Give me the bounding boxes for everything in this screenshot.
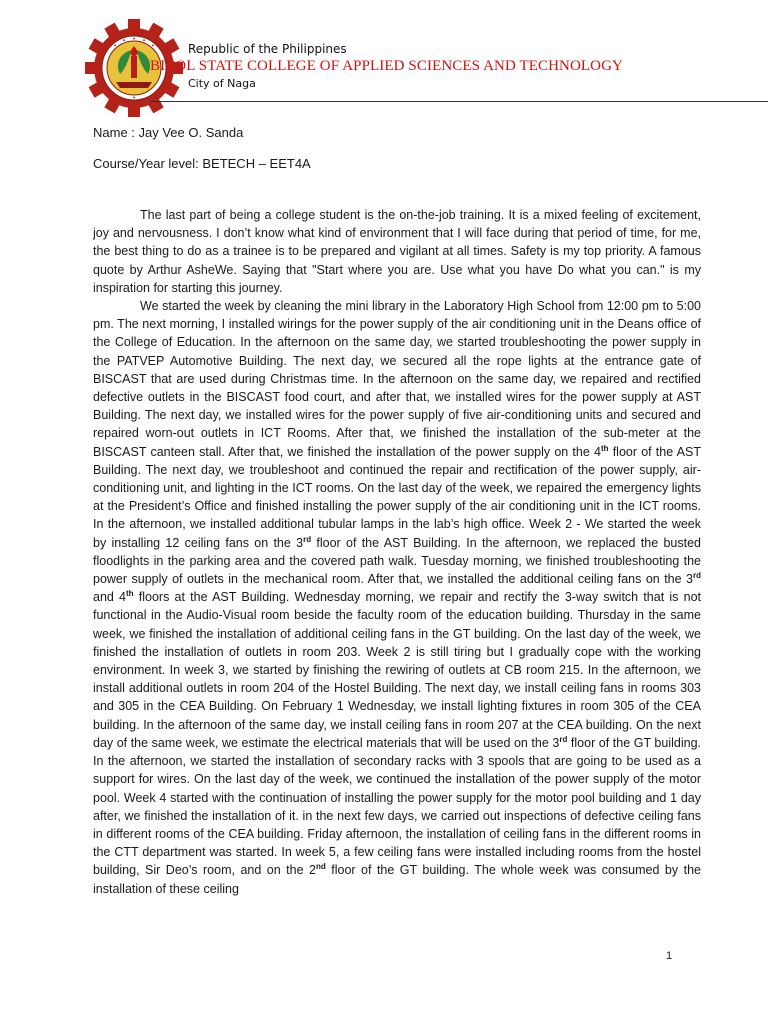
paragraph: We started the week by cleaning the mini library in the Laboratory High School from 12:00 pm to 5:00 pm. The next morning, I installed wirings for the power supply of the air conditioning unit in the Deans office of the College of Education. In the afternoon on the same day, we started troubleshooting the power supply in the PATVEP Automotive Building. The next day, we secured all the rope lights at the entrance gate of BISCAST that are used during Christmas time. In the afternoon on the same day, we repaired and rectified defective outlets in the BISCAST food court, and after that, we installed wires for the power supply at AST Building. The next day, we installed wires for the power supply of five air-conditioning units and secured and repaired worn-out outlets in ICT Rooms. After that, we finished the installation of the sub-meter at the BISCAST canteen stall. After that, we finished the installation of the power supply on the 4th floor of the AST Building. The next day, we troubleshoot and continued the repair and rectification of the power supply, air-conditioning unit, and lighting in the ICT rooms. On the last day of the week, we repaired the emergency lights at the President’s Office and finished installing the power supply of the air conditioning unit in the ICT rooms. In the afternoon, we installed additional tubular lamps in the lab’s high office. Week 2 - We started the week by installing 12 ceiling fans on the 3rd floor of the AST Building. In the afternoon, we replaced the busted floodlights in the parking area and the covered path walk. Tuesday morning, we finished troubleshooting the power supply of outlets in the mechanical room. After that, we installed the additional ceiling fans on the 3rd and 4th floors at the AST Building. Wednesday morning, we repair and rectify the 3-way switch that is not functional in the Audio-Visual room beside the faculty room of the education building. Thursday in the same week, we finished the installation of additional ceiling fans in the GT building. On the last day of the week, we finished the installation of outlets in room 203. Week 2 is still tiring but I gradually cope with the working environment. In week 3, we started by finishing the rewiring of outlets at CB room 215. In the afternoon, we install additional outlets in room 204 of the Hostel Building. The next day, we install ceiling fans in rooms 303 and 305 in the CEA Building. On February 1 Wednesday, we install lighting fixtures in room 305 of the CEA building. In the afternoon of the same day, we install ceiling fans in room 207 at the CEA building. On the next day of the same week, we estimate the electrical materials that will be used on the 3rd floor of the GT building. In the afternoon, we started the installation of secondary racks with 3 spools that are going to be used as a support for wires. On the last day of the week, we continued the installation of the power supply of the motor pool. Week 4 started with the continuation of installing the power supply for the motor pool building and 1 day after, we finished the installation of it. in the next few days, we carried out inspections of defective ceiling fans in different rooms of the CEA building. Friday afternoon, the installation of ceiling fans in the different rooms in the CTT department was started. In week 5, a few ceiling fans were installed including rooms from the hostel building, Sir Deo’s room, and on the 2nd floor of the GT building. The whole week was consumed by the installation of these ceiling (93, 299, 701, 896)
journal-body (93, 206, 701, 898)
letterhead-college-name: BICOL STATE COLLEGE OF APPLIED SCIENCES AND TECHNOLOGY (150, 58, 623, 74)
letterhead-republic: Republic of the Philippines (188, 42, 347, 56)
letterhead-city: City of Naga (188, 77, 256, 90)
page-number: 1 (666, 950, 673, 962)
course-year-level: Course/Year level: BETECH – EET4A (93, 156, 311, 171)
letterhead-divider (150, 101, 768, 102)
student-name: Name : Jay Vee O. Sanda (93, 125, 244, 140)
paragraph: The last part of being a college student is the on-the-job training. It is a mixed feeling of excitement, joy and nervousness. I don’t know what kind of environment that I will face during that period of time, for me, the best thing to do as a trainee is to be prepared and vigilant at all times. Safety is my top priority. A famous quote by Arthur AsheWe. Saying that "Start where you are. Use what you have Do what you can." is my inspiration for starting this journey. (93, 208, 701, 295)
